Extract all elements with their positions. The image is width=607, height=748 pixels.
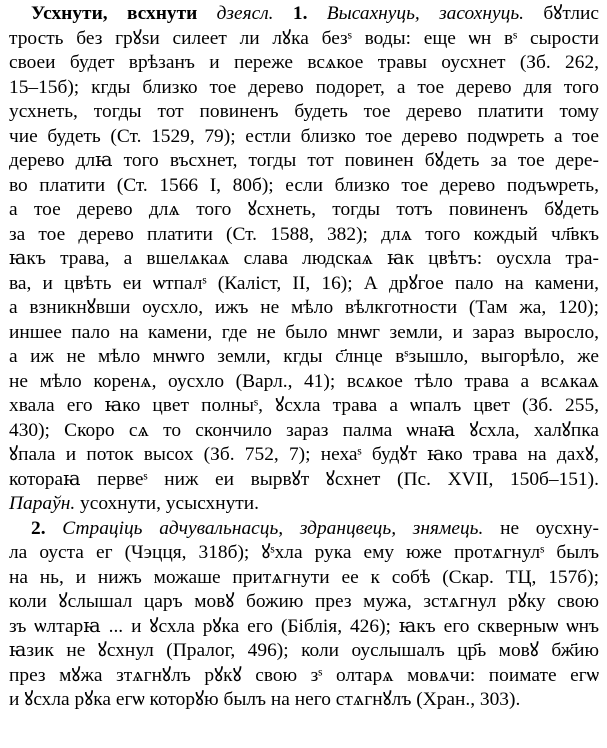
quote-line: 430); Скоро сѧ то скончило зараз палма ѡнаꙗ ꙋсхла, халꙋпка [9,419,599,441]
sense-number: 1. [292,3,308,24]
quote-line: хвала его ꙗко цвет полныˢ, ꙋсхла трава а ѡпалъ цвет (Зб. 255, [9,395,599,416]
parallel-text: усохнути, усысхнути. [80,493,260,514]
quote-line: своеи будет врѣзанъ и переже всѧкое травы оусхнет (Зб. 262, [9,52,599,73]
quote-line: во платити (Ст. 1566 I, 80б); если близко тое дерево подъѡреть, [9,174,599,196]
quote-line: коли ꙋслышал царъ мовꙋ божию през мужа, зстѧгнул рꙋку свою [9,591,599,612]
quote-line: чие будеть (Ст. 1529, 79); естли близко тое дерево подѡреть а тое [9,125,599,147]
quote-line: не мѣло коренѧ, оусхло (Варл., 41); всѧкое тѣло трава а всѧкаѧ [9,370,599,392]
grammar-label: дзеясл. [216,3,274,24]
quote-line: трость без грꙋѕи силеет ли лꙋка безˢ воды: еще ѡн вˢ сырости [9,27,599,49]
quote-line: ꙗкъ трава, а вшелѧкаѧ слава людскаѧ ꙗк цвѣтъ: оусхла тра- [9,248,599,269]
quote-line: през мꙋжа зтѧгнꙋлъ рꙋкꙋ свою зˢ олтарѧ мовѧчи: поимате егѡ [9,664,599,686]
entry-line [9,2,599,27]
quote-line: а взникнꙋвши оусхло, ижъ не мѣло вѣлкготности (Там жа, 120); [9,297,599,318]
parallel-label: Параўн. [9,493,76,514]
quote-line: 15–15б); кгды близко тое дерево подорет, а тое дерево для того [9,76,599,98]
quote-line: усхнеть, тогды тот повиненъ будеть тое дерево платити тому [9,101,599,122]
quote-line: зъ ѡлтарꙗ ... и ꙋсхла рꙋка его (Біблія, 426); ꙗкъ его скверныѡ ѡнъ [9,615,599,637]
quote-line: и ꙋсхла рꙋка егѡ которꙋю былъ на него стѧгнꙋлъ (Хран., 303). [9,689,521,710]
parallel-line [9,492,599,517]
quote-line: иншее пало на камени, где не было мнѡг земли, и зараз выросло, [9,321,599,343]
quote-line: за тое дерево платити (Ст. 1588, 382); длѧ того кождый чл҃вкъ [9,223,599,245]
sense-gloss: Страціць адчувальнасць, здранцвець, знямець. [62,517,484,539]
quote-line: дерево длꙗ того въсхнет, тогды тот повинен бꙋдеть за тое дере- [9,150,599,171]
dictionary-entry [9,2,599,713]
headword: Усхнути, всхнути [31,3,198,24]
quote-line: а иж не мѣло мнѡго земли, кгды с҃лнце вˢзышло, выгорѣло, же [9,346,599,367]
quote-text: бꙋтлис [543,3,599,24]
quote-line: ꙗзик не ꙋсхнул (Пралог, 496); коли оуслышалъ цр҃ь мовꙋ бж҃ию [9,640,599,661]
quote-line: котораꙗ первеˢ ниж еи вырвꙋт ꙋсхнет (Пс. XVII, 150б–151). [9,468,599,490]
quote-line: ꙋпала и поток высох (Зб. 752, 7); нехаˢ будꙋт ꙗко трава на дахꙋ, [9,444,599,465]
sense-number: 2. [31,517,46,539]
quote-line: ва, и цвѣть еи ѡтпалˢ (Каліст, II, 16); А дрꙋгое пало на камени, [9,272,599,294]
quote-text: не оусхну- [500,517,599,539]
quote-line: на нь, и нижъ можаше притѧгнути ее к собѣ (Скар. ТЦ, 157б); [9,566,599,588]
quote-line: ла оуста ег (Чэцця, 318б); ꙋˢхла рука ему юже протѧгнулˢ былъ [9,542,599,563]
sense-gloss: Высахнуць, засохнуць. [326,3,525,24]
entry-line [9,517,599,542]
quote-line: а тое дерево длѧ того ꙋсхнеть, тогды тотъ повиненъ бꙋдеть [9,199,599,220]
